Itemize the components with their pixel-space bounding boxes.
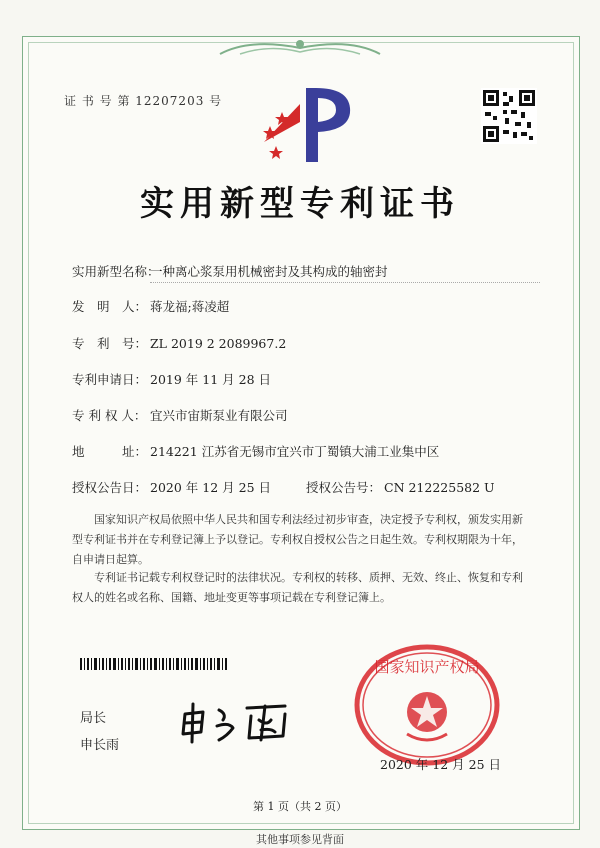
field-value: 宜兴市宙斯泵业有限公司 [150,408,288,423]
field-value: 一种离心浆泵用机械密封及其构成的轴密封 [150,264,388,279]
field-label: 授权公告号： [306,480,382,495]
field-address [72,442,439,460]
certificate-number: 证 书 号 第 12207203 号 [64,94,223,108]
underline-dots [150,282,540,283]
field-label: 专 利 权 人： [72,408,147,423]
field-value: ZL 2019 2 2089967.2 [150,336,287,351]
field-value: 2020 年 12 月 25 日 [150,480,271,495]
statement-paragraph-1 [72,510,532,570]
field-utility-name [72,262,388,280]
field-label: 实用新型名称： [72,264,160,279]
field-value: CN 212225582 U [384,480,495,495]
certificate-title: 实用新型专利证书 [140,184,460,224]
statement-paragraph-2 [72,568,532,608]
field-patentee [72,406,288,424]
director-name: 申长雨 [80,738,120,753]
paragraph-text: 专利证书记载专利权登记时的法律状况。专利权的转移、质押、无效、终止、恢复和专利权人的姓名或名称、国籍、地址变更等事项记载在专利登记簿上。 [72,571,523,604]
field-label: 发 明 人： [72,299,148,314]
field-grant-date [72,478,271,496]
director-title: 局长 [80,711,107,726]
page-number: 第 1 页（共 2 页） [253,800,347,813]
cnipa-logo [256,82,356,168]
field-label: 专利申请日： [72,372,148,387]
field-label: 专 利 号： [72,336,148,351]
field-value: 蒋龙福;蒋凌超 [150,299,230,314]
director-signature [175,700,295,744]
qr-code [481,88,537,144]
paragraph-text: 国家知识产权局依照中华人民共和国专利法经过初步审查，决定授予专利权，颁发实用新型专利证书并在专利登记簿上予以登记。专利权自授权公告之日起生效。专利权期限为十年，自申请日起算。 [72,513,523,566]
seal-date: 2020 年 12 月 25 日 [380,757,501,772]
official-seal [352,642,502,768]
field-value: 214221 江苏省无锡市宜兴市丁蜀镇大浦工业集中区 [150,444,440,459]
field-patent-number [72,334,286,352]
field-value: 2019 年 11 月 28 日 [150,372,271,387]
barcode [80,658,230,670]
field-application-date [72,370,271,388]
field-label: 授权公告日： [72,480,148,495]
field-announcement-number [306,478,495,496]
top-ornament [200,36,400,60]
field-inventors [72,297,229,315]
back-note: 其他事项参见背面 [256,833,344,846]
seal-text: 国家知识产权局 [374,658,480,676]
field-label: 地 址： [72,444,148,459]
